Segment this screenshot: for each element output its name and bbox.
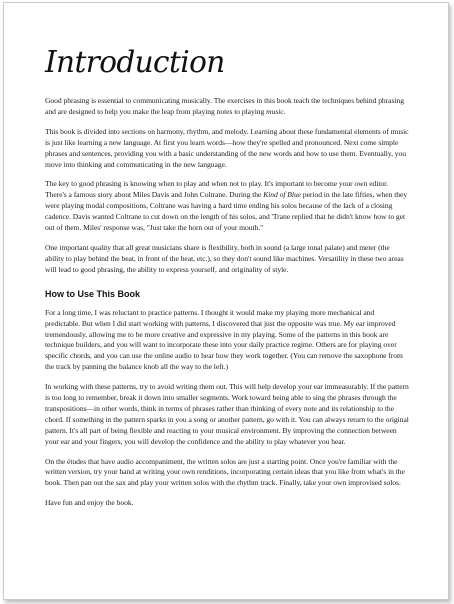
intro-paragraph-3-text: The key to good phrasing is knowing when to play and when not to play. It's important to become your own editor. There's a famous story about Miles Davis and John Coltrane. During the xyxy=(45,179,389,200)
section-paragraph-3: On the études that have audio accompaniment, the written solos are just a starting point. Once you're familiar with the written version, try your hand at writing your own renditions, incorporating certain ideas that you like from what's in the book. Then pan out the sax and play your written solos with the rhythm track. Finally, take your own improvised solos. xyxy=(45,456,405,488)
book-page xyxy=(3,2,449,600)
intro-paragraph-3 xyxy=(45,179,409,234)
section-paragraph-1: For a long time, I was reluctant to practice patterns. I thought it would make my playing more mechanical and predictable. But when I did start working with patterns, I discovered that just the opposite was true. My ear improved tremendously, allowing me to be more creative and expressive in my playing. Some of the patterns in this book are technique builders, and you will want to incorporate these into your daily practice regime. Others are for playing over specific chords, and you can use the online audio to hear how they work together. (You can remove the saxophone from the track by panning the balance knob all the way to the left.) xyxy=(45,307,403,372)
section-paragraph-4: Have fun and enjoy the book. xyxy=(45,498,134,508)
intro-paragraph-1-end: . xyxy=(283,106,286,116)
section-paragraph-2: In working with these patterns, try to avoid writing them out. This will help develop your ear immeasurably. If the pattern is too long to remember, break it down into smaller segments. Work toward being able to sing the phrases through the transpositions—in other words, think in terms of phrases rather than thinking of every note and its relationship to the chord. If something in the pattern sparks in you a song or another pattern, go with it. You can always return to the original pattern. It's all part of being flexible and reacting to your musical environment. By improving the connection between your ear and your fingers, you will develop the confidence and the ability to play whatever you hear. xyxy=(45,382,409,446)
intro-paragraph-1-emphasis: music xyxy=(266,106,284,116)
album-title: Kind of Blue xyxy=(263,190,302,200)
page-title: Introduction xyxy=(45,45,225,79)
intro-paragraph-3-end: period in the late fifties, when they were playing modal compositions, Coltrane was having a hard time ending his solos because of the lack of a closing cadence. Davis wanted Coltrane to cut down on the length of his solos, and 'Trane replied that he didn't know how to get out of them. Miles' response was, "Just take the horn out of your mouth." xyxy=(45,190,408,233)
intro-paragraph-1-text: Good phrasing is essential to communicating musically. The exercises in this book teach the techniques behind phrasing and are designed to help you make the leap from playing notes to playing xyxy=(45,96,404,116)
page-content xyxy=(45,45,409,518)
intro-paragraph-2: This book is divided into sections on harmony, rhythm, and melody. Learning about these fundamental elements of music is just like learning a new language. At first you learn words—how they're spelled and pronounced. Next come simple phrases and sentences, providing you with a basic understanding of the new words and how to use them. Eventually, you move into thinking and communicating in the new language. xyxy=(45,126,409,169)
intro-paragraph-4: One important quality that all great musicians share is flexibility, both in sound (a large tonal palate) and meter (the ability to play behind the beat, in front of the beat, etc.), so they don't sound like machines. Versatility in these two areas will lead to good phrasing, the ability to express yourself, and originality of style. xyxy=(45,242,404,274)
intro-paragraph-1 xyxy=(45,96,409,118)
section-heading: How to Use This Book xyxy=(45,288,141,299)
